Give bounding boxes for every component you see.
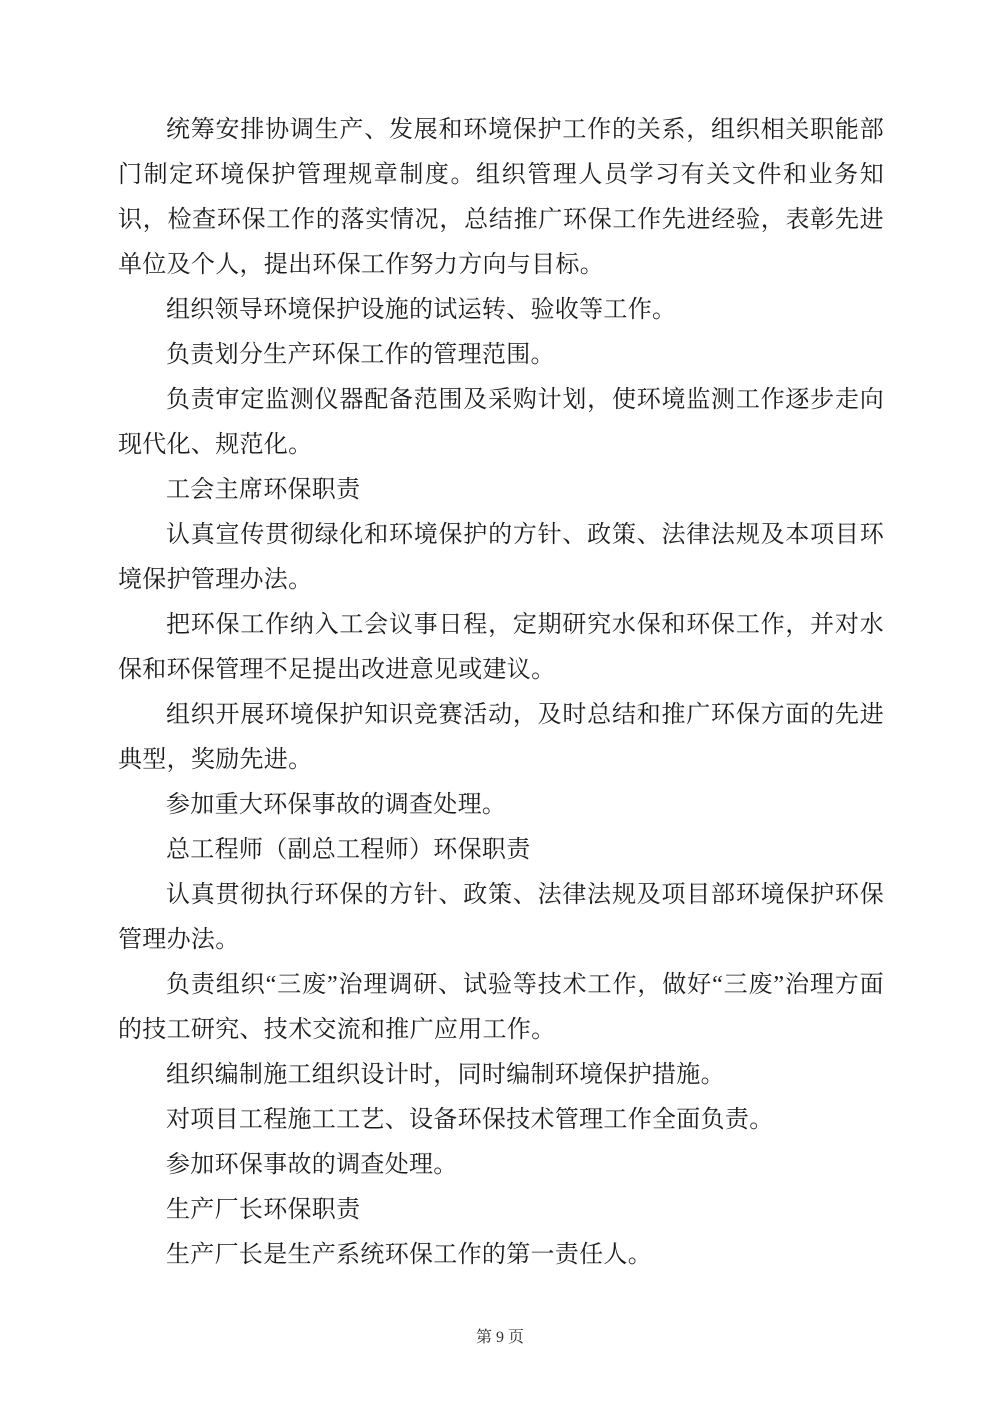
paragraph-heading: 总工程师（副总工程师）环保职责 (166, 837, 531, 863)
document-body (118, 108, 884, 1278)
paragraph-heading: 生产厂长环保职责 (166, 1197, 361, 1223)
paragraph: 组织开展环境保护知识竞赛活动，及时总结和推广环保方面的先进典型，奖励先进。 (118, 702, 884, 773)
paragraph: 参加环保事故的调查处理。 (166, 1152, 458, 1178)
paragraph: 负责组织“三废”治理调研、试验等技术工作，做好“三废”治理方面的技工研究、技术交流和推广应用工作。 (118, 972, 884, 1043)
paragraph: 认真宣传贯彻绿化和环境保护的方针、政策、法律法规及本项目环境保护管理办法。 (118, 522, 884, 593)
paragraph: 认真贯彻执行环保的方针、政策、法律法规及项目部环境保护环保管理办法。 (118, 882, 884, 953)
paragraph: 组织编制施工组织设计时，同时编制环境保护措施。 (166, 1062, 725, 1088)
paragraph: 生产厂长是生产系统环保工作的第一责任人。 (166, 1242, 652, 1268)
paragraph: 负责审定监测仪器配备范围及采购计划，使环境监测工作逐步走向现代化、规范化。 (118, 387, 884, 458)
paragraph-heading: 工会主席环保职责 (166, 477, 361, 503)
paragraph: 组织领导环境保护设施的试运转、验收等工作。 (166, 297, 677, 323)
page-footer (0, 1326, 1000, 1350)
paragraph: 参加重大环保事故的调查处理。 (166, 792, 507, 818)
page-number-label: 第 9 页 (475, 1329, 524, 1346)
paragraph: 负责划分生产环保工作的管理范围。 (166, 342, 555, 368)
paragraph: 统筹安排协调生产、发展和环境保护工作的关系，组织相关职能部门制定环境保护管理规章制度。组织管理人员学习有关文件和业务知识，检查环保工作的落实情况，总结推广环保工作先进经验，表彰先进单位及个人，提出环保工作努力方向与目标。 (118, 117, 884, 278)
paragraph: 把环保工作纳入工会议事日程，定期研究水保和环保工作，并对水保和环保管理不足提出改进意见或建议。 (118, 612, 884, 683)
paragraph: 对项目工程施工工艺、设备环保技术管理工作全面负责。 (166, 1107, 774, 1133)
